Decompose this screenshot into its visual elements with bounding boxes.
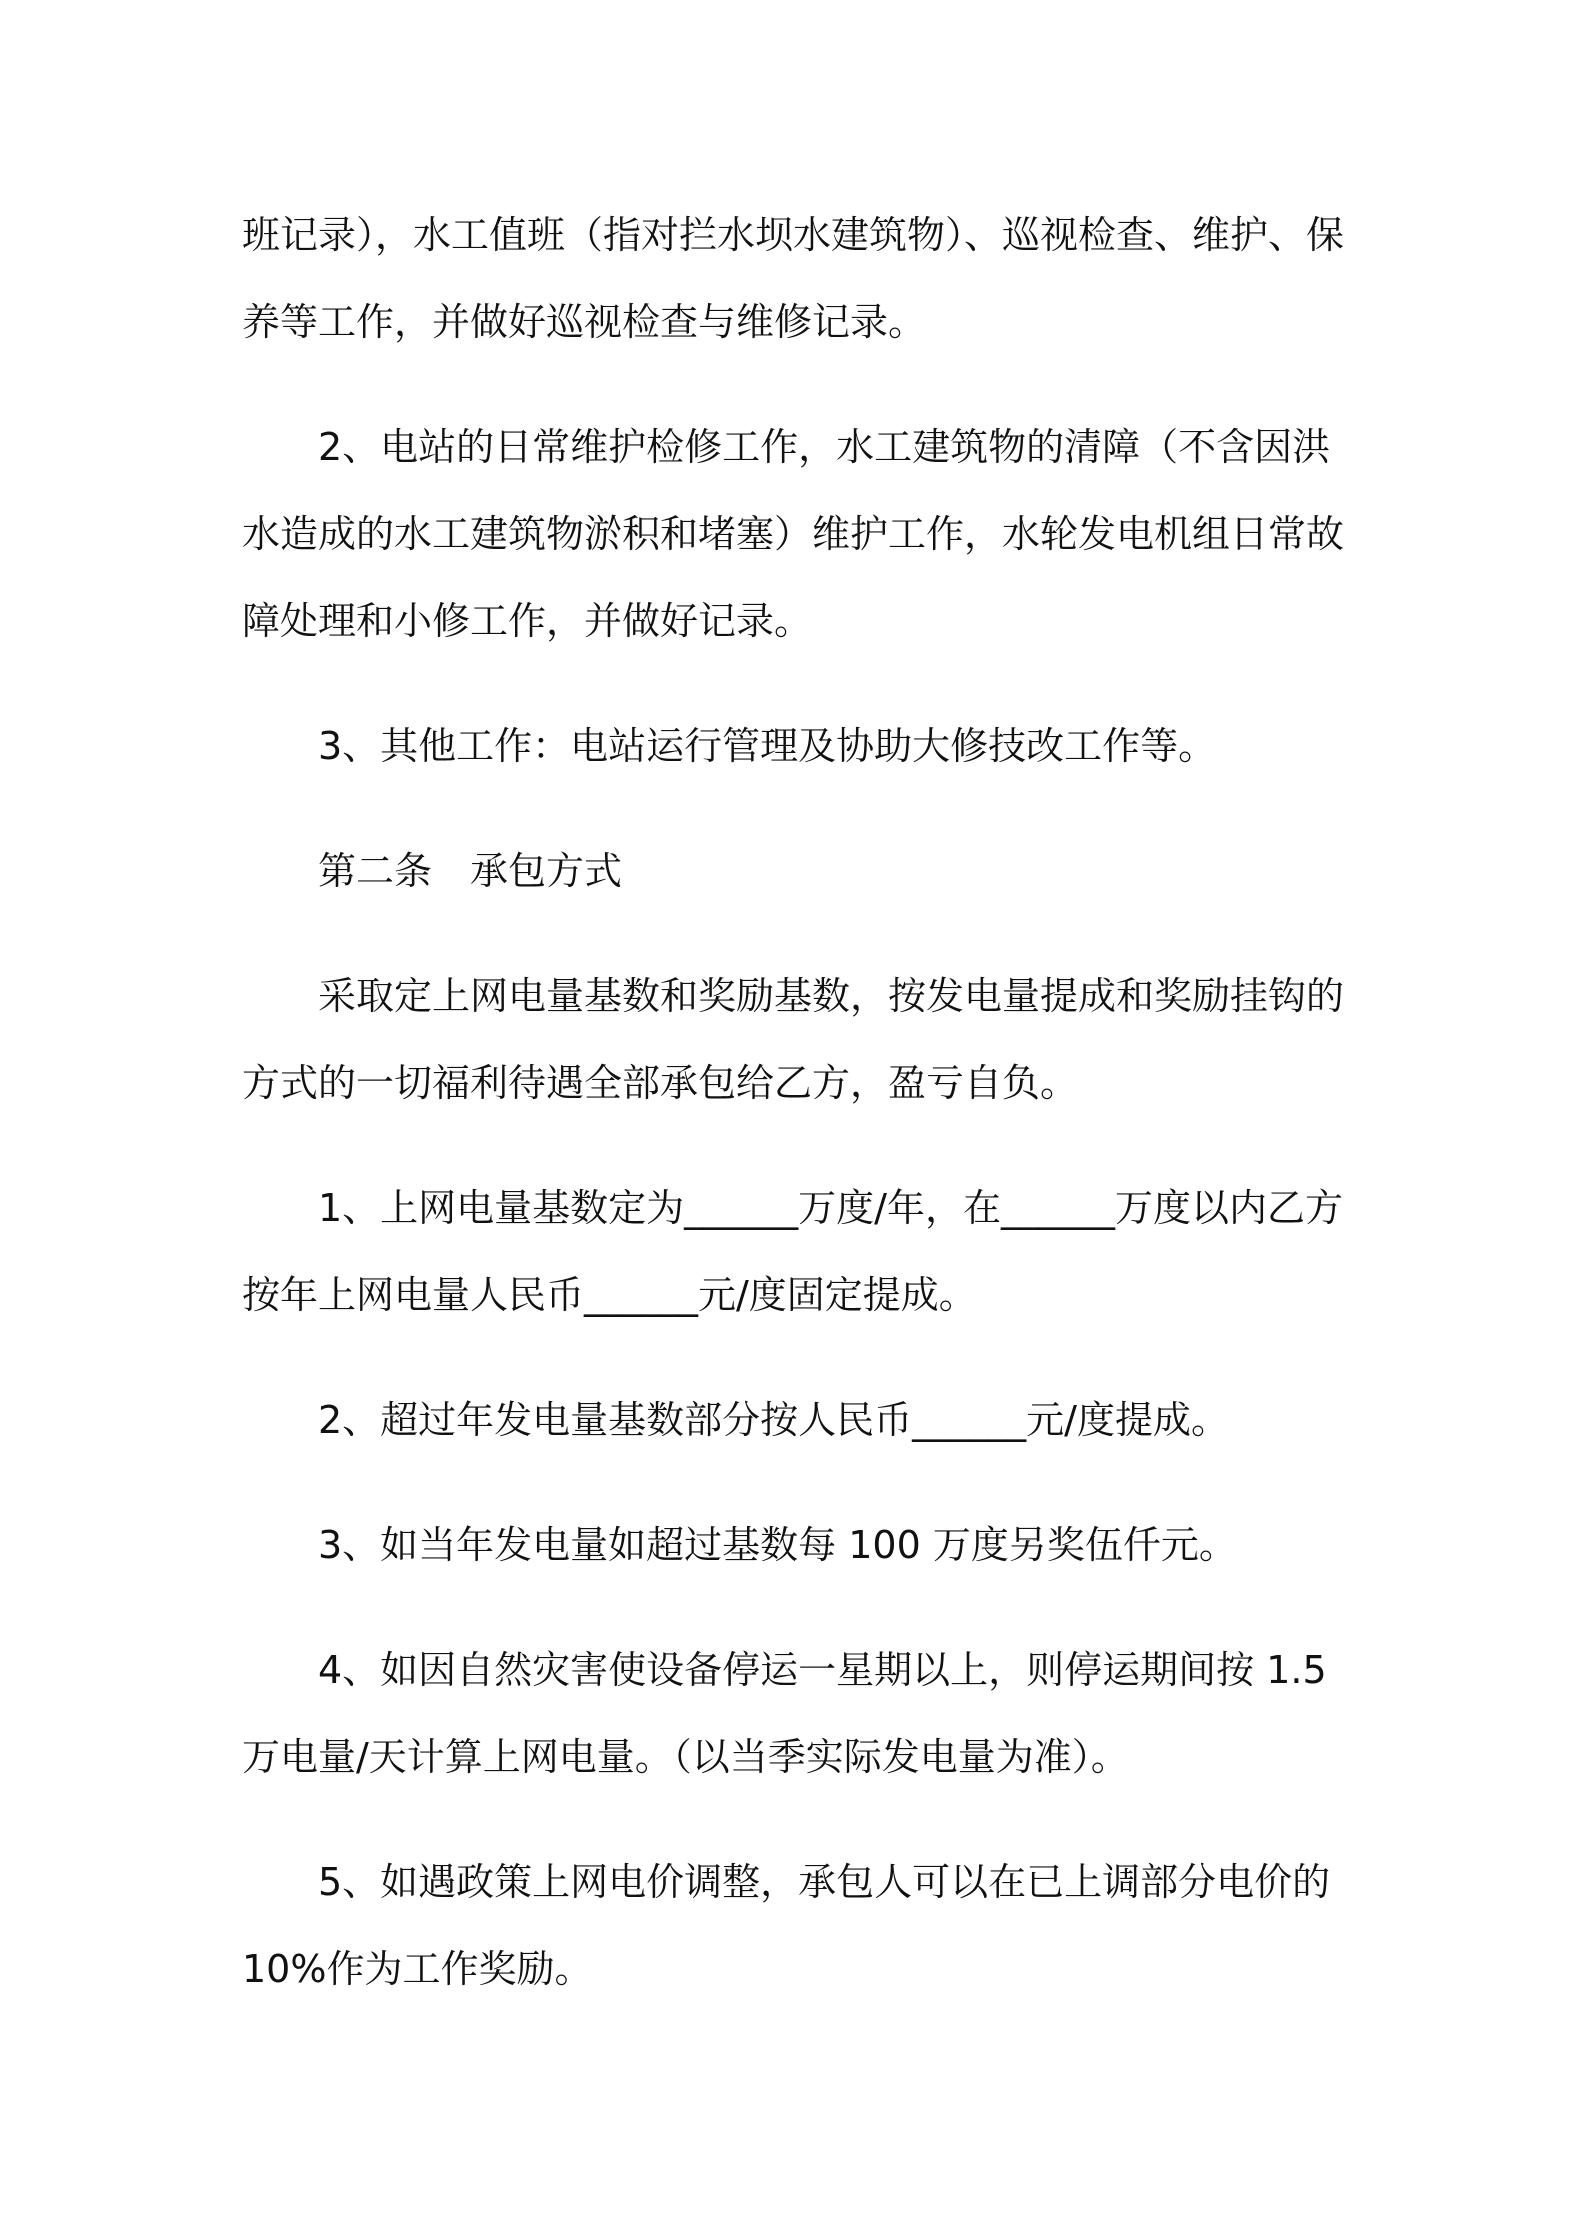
- paragraph-gap: [242, 1464, 1352, 1502]
- paragraph-item-2: 2、电站的日常维护检修工作，水工建筑物的清障（不含因洪水造成的水工建筑物淤积和堵塞）维护工作，水轮发电机组日常故障处理和小修工作，并做好记录。: [242, 425, 1345, 643]
- paragraph-continuation: 班记录），水工值班（指对拦水坝水建筑物）、巡视检查、维护、保养等工作，并做好巡视检查与维修记录。: [242, 213, 1345, 344]
- document-body: [242, 192, 1352, 2013]
- section-heading: 第二条 承包方式: [318, 849, 623, 893]
- paragraph-gap: [242, 1801, 1352, 1839]
- paragraph-intro: 采取定上网电量基数和奖励基数，按发电量提成和奖励挂钩的方式的一切福利待遇全部承包给乙方，盈亏自负。: [242, 974, 1345, 1105]
- paragraph-gap: [242, 1339, 1352, 1377]
- paragraph-item-3: 3、其他工作：电站运行管理及协助大修技改工作等。: [318, 724, 1217, 768]
- paragraph-rule-4: 4、如因自然灾害使设备停运一星期以上，则停运期间按 1.5 万电量/天计算上网电量。（以当季实际发电量为准）。: [242, 1648, 1327, 1779]
- paragraph-gap: [242, 1589, 1352, 1627]
- paragraph-rule-1: 1、上网电量基数定为______万度/年，在______万度以内乙方按年上网电量人民币______元/度固定提成。: [242, 1186, 1343, 1317]
- paragraph-gap: [242, 790, 1352, 828]
- paragraph-gap: [242, 665, 1352, 703]
- paragraph-gap: [242, 366, 1352, 404]
- paragraph-rule-5: 5、如遇政策上网电价调整，承包人可以在已上调部分电价的10%作为工作奖励。: [242, 1860, 1331, 1991]
- paragraph-rule-2: 2、超过年发电量基数部分按人民币______元/度提成。: [318, 1398, 1229, 1442]
- paragraph-gap: [242, 1127, 1352, 1165]
- paragraph-gap: [242, 915, 1352, 953]
- paragraph-rule-3: 3、如当年发电量如超过基数每 100 万度另奖伍仟元。: [318, 1523, 1237, 1567]
